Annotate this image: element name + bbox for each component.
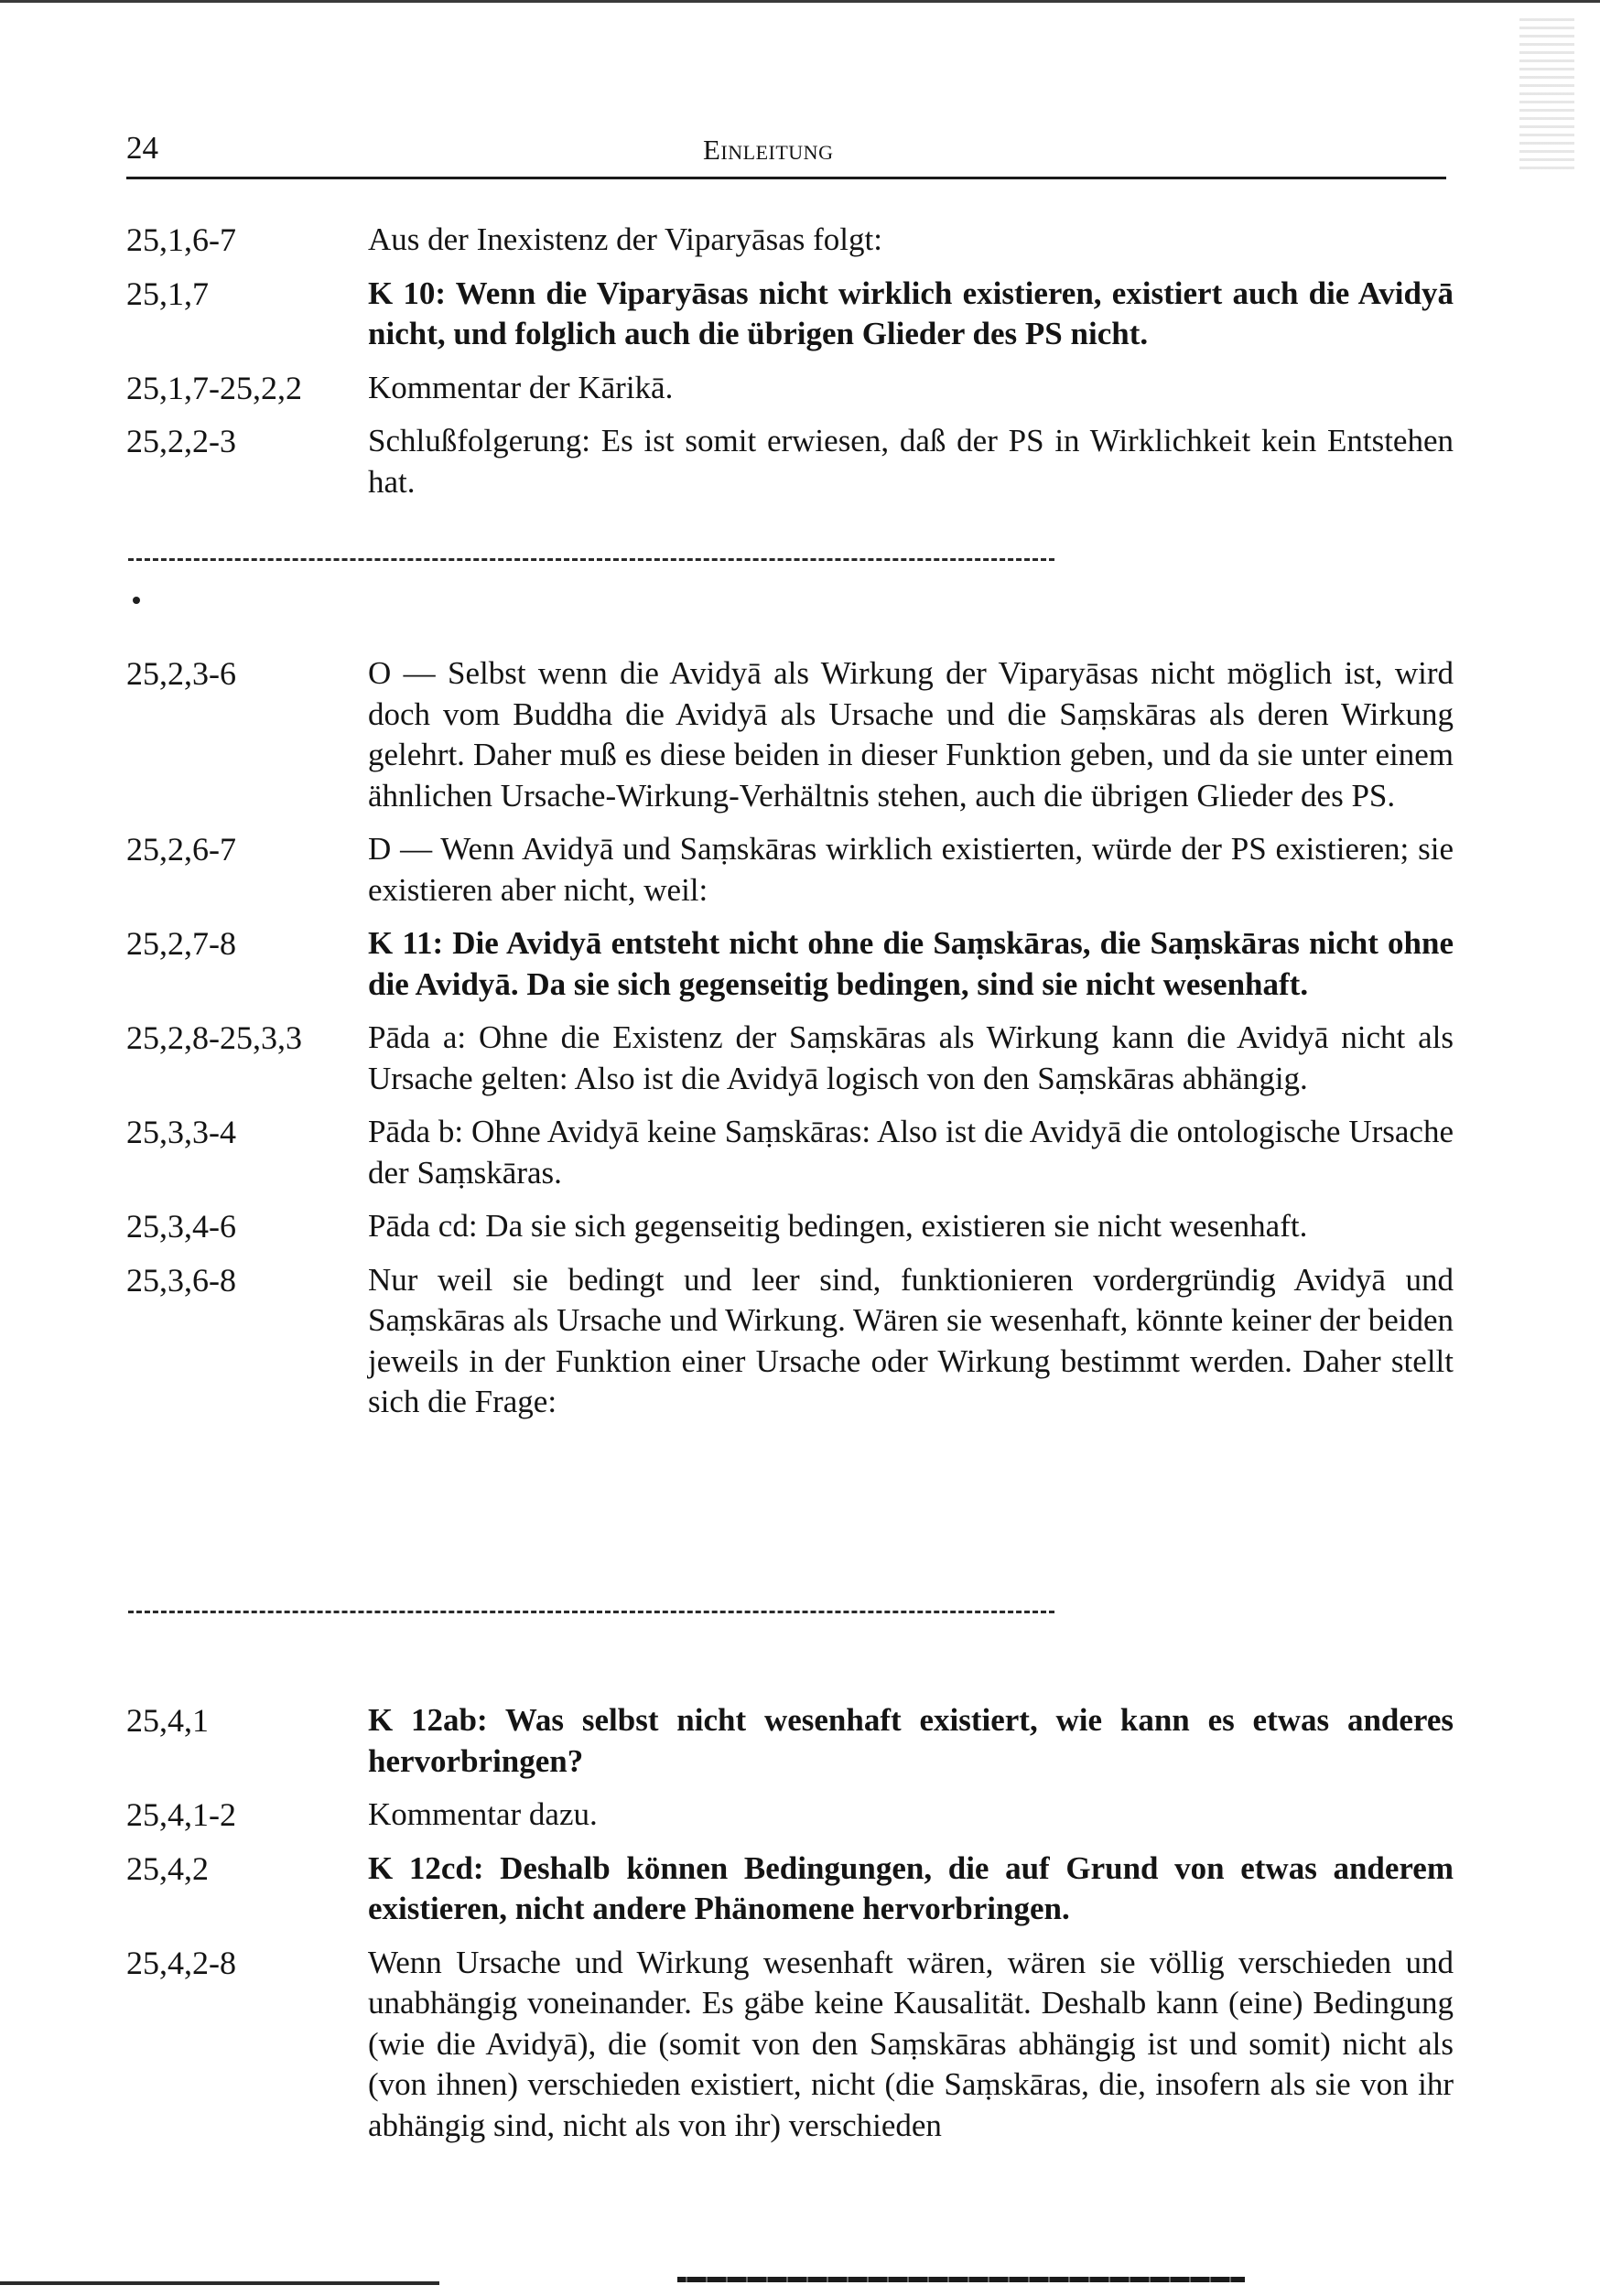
entry-reference: 25,1,7 bbox=[126, 275, 209, 312]
section-separator bbox=[128, 558, 1054, 561]
entry bbox=[126, 1112, 1454, 1193]
entry-text: Kommentar der Kārikā. bbox=[368, 369, 674, 405]
entry bbox=[126, 1018, 1454, 1099]
entry-reference: 25,4,2 bbox=[126, 1849, 209, 1887]
running-head: Einleitung bbox=[703, 134, 834, 166]
entry-text: Nur weil sie bedingt und leer sind, funktionieren vordergründig Avidyā und Saṃskāras als Ursache und Wirkung. Wären sie wesenhaft, könnte keiner der beiden jeweils in der Funktion einer Ursache oder Wirkung bestimmt werden. Daher stellt sich die Frage: bbox=[368, 1261, 1454, 1419]
entry-karika bbox=[126, 1700, 1454, 1782]
entry bbox=[126, 1206, 1454, 1247]
entry-text: Kommentar dazu. bbox=[368, 1796, 598, 1832]
entry bbox=[126, 1260, 1454, 1423]
entry-text: Schlußfolgerung: Es ist somit erwiesen, daß der PS in Wirklichkeit kein Entstehen hat. bbox=[368, 423, 1454, 500]
page-number: 24 bbox=[126, 130, 158, 166]
entry-group-3 bbox=[126, 1700, 1454, 2159]
entry-reference: 25,3,4-6 bbox=[126, 1208, 236, 1245]
entry-reference: 25,2,6-7 bbox=[126, 831, 236, 868]
entry-text: Pāda cd: Da sie sich gegenseitig bedingen, existieren sie nicht wesenhaft. bbox=[368, 1208, 1308, 1244]
section-separator bbox=[128, 1611, 1054, 1613]
entry-karika bbox=[126, 274, 1454, 355]
entry-reference: 25,2,3-6 bbox=[126, 655, 236, 692]
entry-karika bbox=[126, 923, 1454, 1005]
entry-reference: 25,4,2-8 bbox=[126, 1944, 236, 1981]
entry-reference: 25,2,7-8 bbox=[126, 925, 236, 962]
entry-group-1 bbox=[126, 220, 1454, 515]
entry bbox=[126, 1943, 1454, 2147]
entry bbox=[126, 220, 1454, 261]
entry-text: Pāda a: Ohne die Existenz der Saṃskāras als Wirkung kann die Avidyā nicht als Ursache gelten: Also ist die Avidyā logisch von den Saṃskāras abhängig. bbox=[368, 1019, 1454, 1096]
entry-karika bbox=[126, 1849, 1454, 1930]
page-header bbox=[126, 128, 1446, 179]
entry-reference: 25,1,6-7 bbox=[126, 221, 236, 258]
header-rule bbox=[126, 177, 1446, 179]
entry-text: Aus der Inexistenz der Viparyāsas folgt: bbox=[368, 221, 882, 257]
entry-text: K 11: Die Avidyā entsteht nicht ohne die Saṃskāras, die Saṃskāras nicht ohne die Avidyā. Da sie sich gegenseitig bedingen, sind sie nicht wesenhaft. bbox=[368, 925, 1454, 1002]
entry bbox=[126, 829, 1454, 911]
entry-reference: 25,2,2-3 bbox=[126, 423, 236, 459]
entry bbox=[126, 1795, 1454, 1836]
entry-reference: 25,3,3-4 bbox=[126, 1114, 236, 1150]
entry-text: K 10: Wenn die Viparyāsas nicht wirklich existieren, existiert auch die Avidyā nicht, und folglich auch die übrigen Glieder des PS nicht. bbox=[368, 275, 1454, 351]
entry-text: O — Selbst wenn die Avidyā als Wirkung der Viparyāsas nicht möglich ist, wird doch vom Buddha die Avidyā als Ursache und die Saṃskāras als deren Wirkung gelehrt. Daher muß es diese beiden in dieser Funktion geben, und da sie unter einem ähnlichen Ursache-Wirkung-Verhältnis stehen, auch die übrigen Glieder des PS. bbox=[368, 655, 1454, 814]
entry-reference: 25,3,6-8 bbox=[126, 1261, 236, 1299]
entry-reference: 25,2,8-25,3,3 bbox=[126, 1019, 302, 1056]
entry-text: K 12cd: Deshalb können Bedingungen, die auf Grund von etwas anderem existieren, nicht andere Phänomene hervorbringen. bbox=[368, 1849, 1454, 1926]
entry-reference: 25,1,7-25,2,2 bbox=[126, 369, 302, 406]
entry-reference: 25,4,1-2 bbox=[126, 1796, 236, 1833]
entry-group-2 bbox=[126, 653, 1454, 1436]
entry-text: D — Wenn Avidyā und Saṃskāras wirklich existierten, würde der PS existieren; sie existieren aber nicht, weil: bbox=[368, 831, 1454, 908]
entry-text: Pāda b: Ohne Avidyā keine Saṃskāras: Also ist die Avidyā die ontologische Ursache der Saṃskāras. bbox=[368, 1114, 1454, 1191]
entry-text: K 12ab: Was selbst nicht wesenhaft existiert, wie kann es etwas anderes hervorbringen? bbox=[368, 1702, 1454, 1779]
entry-reference: 25,4,1 bbox=[126, 1702, 209, 1739]
entry bbox=[126, 653, 1454, 816]
entry-text: Wenn Ursache und Wirkung wesenhaft wären, wären sie völlig verschieden und unabhängig voneinander. Es gäbe keine Kausalität. Deshalb kann (eine) Bedingung (wie die Avidyā), die (somit von den Saṃskāras abhängig ist und somit) nicht als (von ihnen) verschieden existiert, nicht (die Saṃskāras, die, insofern als sie von ihr abhängig sind, nicht als von ihr) verschieden bbox=[368, 1944, 1454, 2143]
stray-mark bbox=[133, 597, 140, 604]
entry bbox=[126, 421, 1454, 502]
entry bbox=[126, 368, 1454, 409]
